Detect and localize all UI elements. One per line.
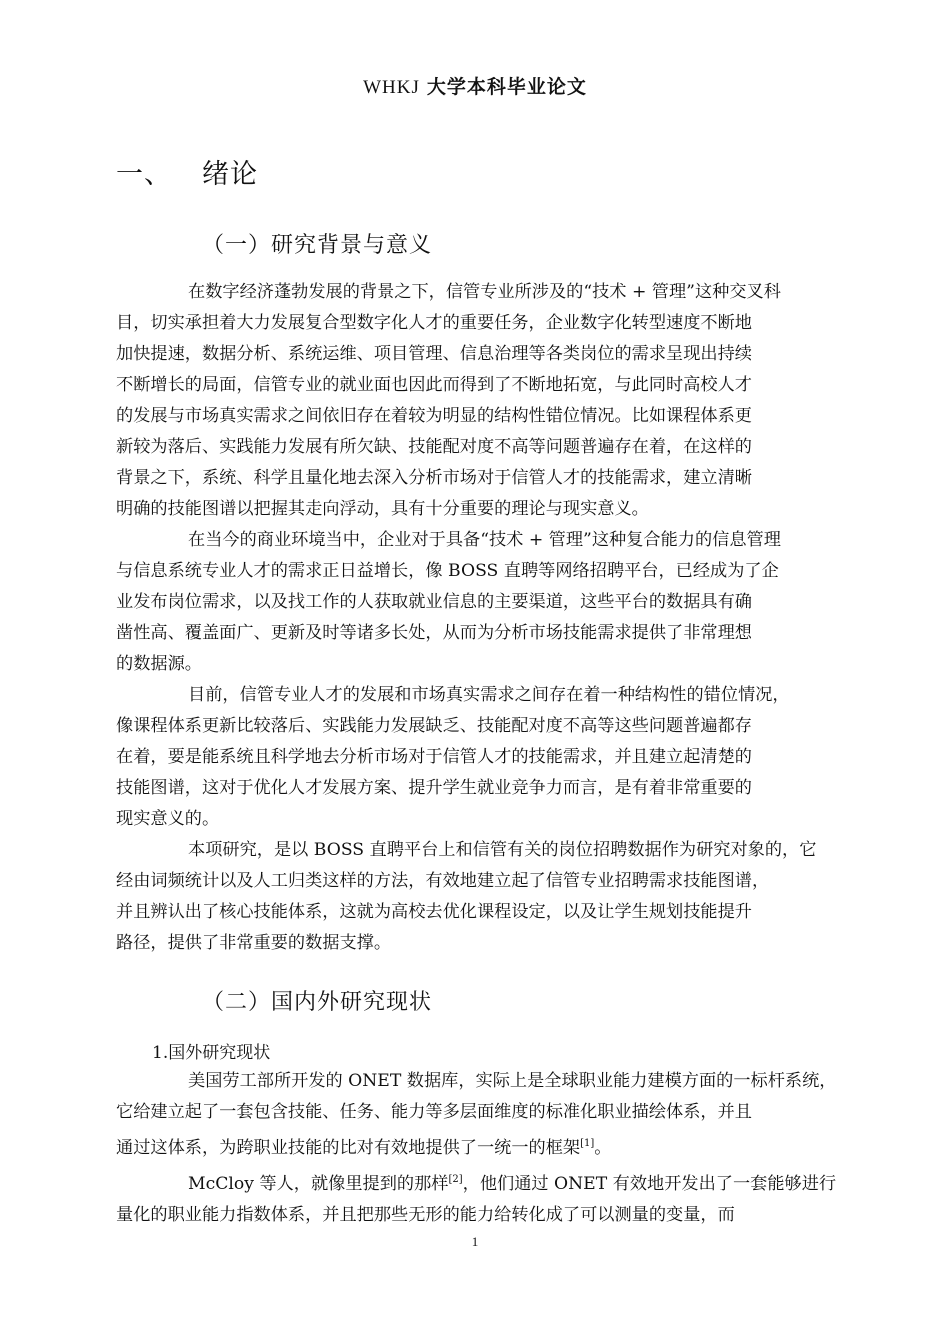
paragraph-line: 并且辨认出了核心技能体系，这就为高校去优化课程设定，以及让学生规划技能提升 xyxy=(116,902,752,922)
paragraph-line: 明确的技能图谱以把握其走向浮动，具有十分重要的理论与现实意义。 xyxy=(116,499,649,519)
paragraph-line: 新较为落后、实践能力发展有所欠缺、技能配对度不高等问题普遍存在着，在这样的 xyxy=(116,437,752,457)
paragraph-line: 背景之下，系统、科学且量化地去深入分析市场对于信管人才的技能需求，建立清晰 xyxy=(116,468,752,488)
paragraph-line xyxy=(116,1164,852,1200)
header-title: 大学本科毕业论文 xyxy=(426,76,587,98)
paragraph-line: 目前，信管专业人才的发展和市场真实需求之间存在着一种结构性的错位情况， xyxy=(188,685,790,705)
chapter-title: 绪论 xyxy=(202,159,258,190)
section-heading-2: （二）国内外研究现状 xyxy=(202,990,433,1015)
paragraph-line: 像课程体系更新比较落后、实践能力发展缺乏、技能配对度不高等这些问题普遍都存 xyxy=(116,716,752,736)
paragraph-line: 业发布岗位需求，以及找工作的人获取就业信息的主要渠道，这些平台的数据具有确 xyxy=(116,592,752,612)
page-header xyxy=(0,72,950,99)
paragraph-line: 的发展与市场真实需求之间依旧存在着较为明显的结构性错位情况。比如课程体系更 xyxy=(116,406,752,426)
paragraph-line: 凿性高、覆盖面广、更新及时等诸多长处，从而为分析市场技能需求提供了非常理想 xyxy=(116,623,752,643)
paragraph-text: 通过这体系，为跨职业技能的比对有效地提供了一统一的框架 xyxy=(116,1138,581,1158)
paragraph-line: 不断增长的局面，信管专业的就业面也因此而得到了不断地拓宽，与此同时高校人才 xyxy=(116,375,752,395)
chapter-number: 一、 xyxy=(116,159,172,190)
paragraph-line: 现实意义的。 xyxy=(116,809,220,829)
paragraph-line: 量化的职业能力指数体系，并且把那些无形的能力给转化成了可以测量的变量，而 xyxy=(116,1205,735,1225)
paragraph-text: ，他们通过 ONET 有效地开发出了一套能够进行 xyxy=(462,1174,837,1194)
paragraph-line: 在当今的商业环境当中，企业对于具备“技术 + 管理”这种复合能力的信息管理 xyxy=(188,530,781,550)
paragraph-line: 在数字经济蓬勃发展的背景之下，信管专业所涉及的“技术 + 管理”这种交叉科 xyxy=(188,282,781,302)
paragraph-line: 美国劳工部所开发的 ONET 数据库，实际上是全球职业能力建模方面的一标杆系统， xyxy=(188,1071,837,1091)
paragraph-line: 在着，要是能系统且科学地去分析市场对于信管人才的技能需求，并且建立起清楚的 xyxy=(116,747,752,767)
paragraph-line: 本项研究，是以 BOSS 直聘平台上和信管有关的岗位招聘数据作为研究对象的，它 xyxy=(188,840,817,860)
paragraph-text: 。 xyxy=(594,1138,612,1158)
paragraph-line: 加快提速，数据分析、系统运维、项目管理、信息治理等各类岗位的需求呈现出持续 xyxy=(116,344,752,364)
paragraph-line: 经由词频统计以及人工归类这样的方法，有效地建立起了信管专业招聘需求技能图谱， xyxy=(116,871,770,891)
section1-body xyxy=(116,277,852,959)
paragraph-6 xyxy=(116,1164,852,1231)
section-heading-1: （一）研究背景与意义 xyxy=(202,233,433,258)
paragraph-2 xyxy=(116,525,852,680)
page-number: 1 xyxy=(471,1234,479,1249)
citation-ref: [1] xyxy=(580,1138,595,1149)
paragraph-line: 与信息系统专业人才的需求正日益增长，像 BOSS 直聘等网络招聘平台，已经成为了企 xyxy=(116,561,779,581)
section2-body xyxy=(116,1066,852,1231)
paragraph-line: 技能图谱，这对于优化人才发展方案、提升学生就业竞争力而言，是有着非常重要的 xyxy=(116,778,752,798)
paragraph-5 xyxy=(116,1066,852,1164)
paragraph-line: 它给建立起了一套包含技能、任务、能力等多层面维度的标准化职业描绘体系，并且 xyxy=(116,1102,752,1122)
paragraph-1 xyxy=(116,277,852,525)
citation-ref: [2] xyxy=(448,1174,463,1185)
paragraph-line xyxy=(116,1128,852,1164)
paragraph-line: 目，切实承担着大力发展复合型数字化人才的重要任务，企业数字化转型速度不断地 xyxy=(116,313,752,333)
paragraph-4 xyxy=(116,835,852,959)
header-school: WHKJ xyxy=(363,77,420,98)
paragraph-3 xyxy=(116,680,852,835)
paragraph-line: 的数据源。 xyxy=(116,654,202,674)
paragraph-line: 路径，提供了非常重要的数据支撑。 xyxy=(116,933,392,953)
paragraph-text: McCloy 等人，就像里提到的那样 xyxy=(188,1174,449,1194)
chapter-heading xyxy=(116,152,258,191)
subsection-heading: 1.国外研究现状 xyxy=(152,1043,271,1063)
